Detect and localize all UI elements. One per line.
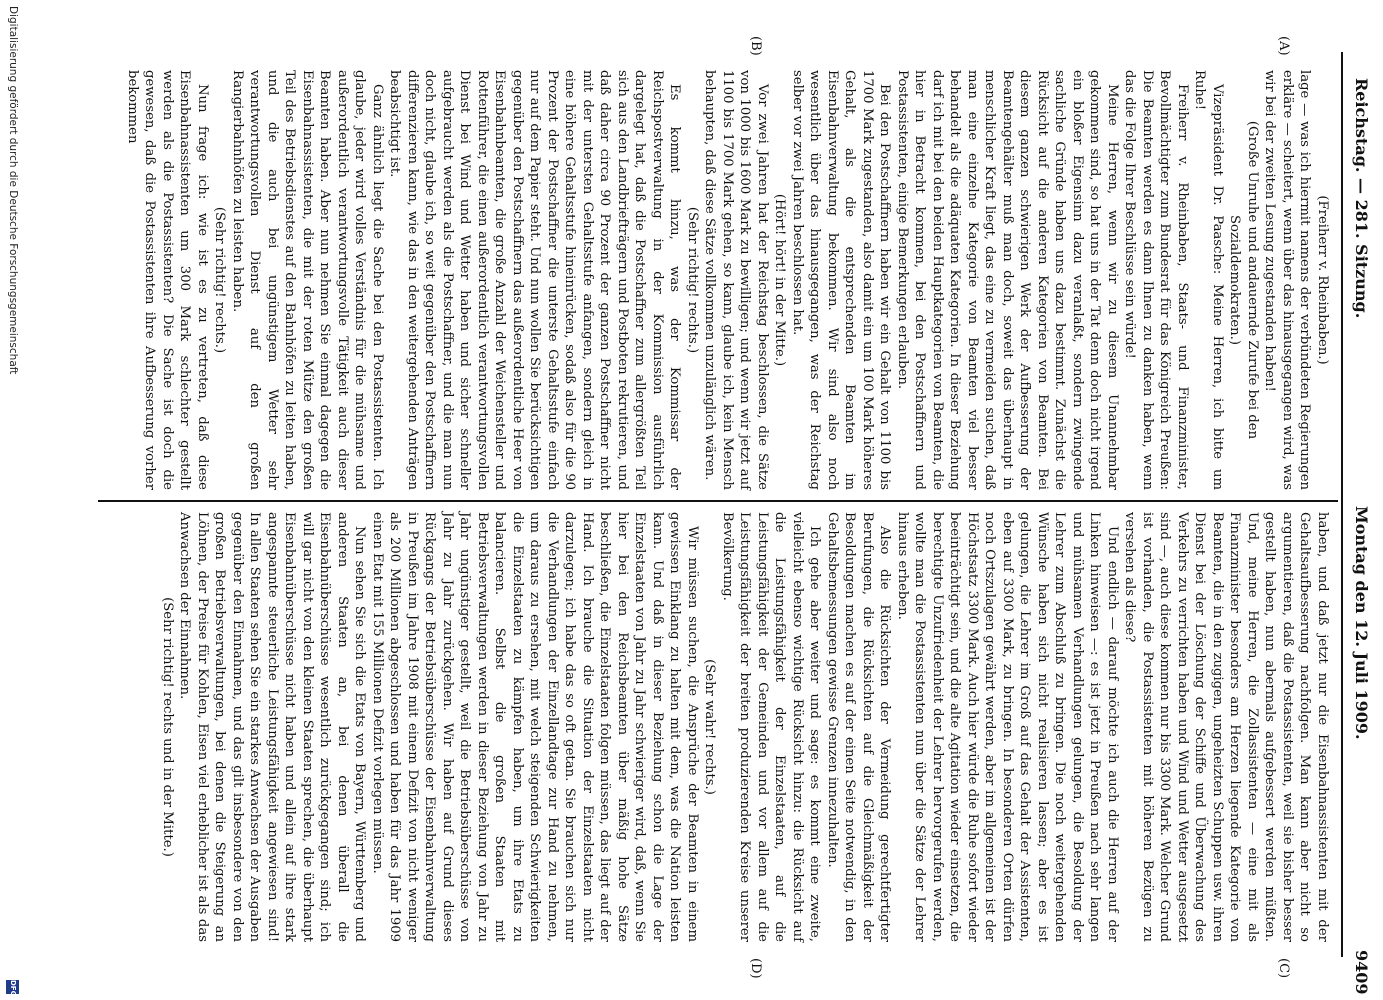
interjection: (Sehr richtig! rechts und in der Mitte.) <box>160 597 175 857</box>
paragraph: Bei den Postschaffnern haben wir ein Gehalt von 1100 bis 1700 Mark zugestanden, also damit ein um 100 Mark höheres Gehalt, als die entsprechenden Beamten im Eisenbahnverwaltung bekommen. Wir sind also noch wesentlich über das hinausgegangen, was der Reichstag selber vor zwei Jahren beschlossen hat. <box>790 70 893 490</box>
interjection: (Große Unruhe und andauernde Zurufe bei den Sozialdemokraten.) <box>1227 120 1260 440</box>
paragraph: Nun frage ich: wie ist es zu vertreten, daß diese Eisenbahnassistenten um 300 Mark schlechter gestellt werden als die Postassistenten? Die Sache ist doch die gewesen, daß die Postassistenten ihre Aufbesserung vorher bekommen <box>125 70 210 490</box>
paragraph: Freiherr v. Rheinbaben, Staats- und Finanzminister, Bevollmächtigter zum Bundesrat für das Königreich Preußen: Die Beamten werden es dann Ihnen zu danken haben, wenn das die Folge Ihrer Beschlüsse sein würde! <box>1122 70 1190 490</box>
paragraph: Vor zwei Jahren hat der Reichstag beschlossen, die Sätze von 1000 bis 1600 Mark zu bewilligen; und wenn wir jetzt auf 1100 bis 1700 Mark gehen, so kann, glaube ich, kein Mensch behaupten, daß diese Sätze vollkommen unzulänglich wären. <box>702 70 770 490</box>
interjection: (Sehr richtig! rechts.) <box>212 206 228 354</box>
paragraph: Also die Rücksichten der Vermeidung gerechtfertigter Berufungen, die Rücksichten auf die Gleichmäßigkeit der Besoldungen machen es auf der einen Seite notwendig, in den Gehaltsbemessungen gewisse Grenzen innezuhalten. <box>825 512 893 942</box>
paragraph: lage — was ich hiermit namens der verbündeten Regierungen erkläre — scheitert, wenn über das hinausgegangen wird, was wir bei der zweiten Lesung zugestanden haben! <box>1262 70 1313 490</box>
paragraph: Ganz ähnlich liegt die Sache bei den Postassistenten. Ich glaube, jeder wird volles Verständnis für die mühsame und außerordentlich verantwortungsvolle Tätigkeit auch dieser Beamten haben. Aber nun nehmen Sie einmal dagegen die Eisenbahnassistenten, die mit der roten Mütze den großen Teil des Betriebsdienstes auf den Bahnhöfen zu leiten haben, und die auch bei ungünstigem Wetter sehr verantwortungsvollen Dienst auf den großen Rangierbahnhöfen zu leisten haben. <box>230 70 385 490</box>
running-header-right: Montag den 12. Juli 1909. <box>1352 506 1371 740</box>
paragraph: Meine Herren, wenn wir zu diesem Unannehmbar gekommen sind, so hat uns in der Tat denn doch nicht irgend ein bloßer Eigensinn dazu veranlaßt, sondern zwingende sachliche Gründe haben uns dazu bestimmt. Zunächst die Rücksicht auf die anderen Kategorien von Beamten. Bei diesem ganzen schwierigen Werk der Aufbesserung der Beamtengehälter muß man doch, soweit das überhaupt in menschlicher Kraft liegt, das eine zu vermeiden suchen, daß man eine einzelne Kategorie von Beamten viel besser behandelt als die adäquaten Kategorien. In dieser Beziehung darf ich mit bei den beiden Hauptkategorien von Beamten, die hier in Betracht kommen, bei den Postschaffnern und Postassistenten, einige Bemerkungen erlauben. <box>895 70 1120 490</box>
interjection: (Sehr richtig! rechts.) <box>685 206 700 354</box>
margin-mark-d: (D) <box>748 958 763 979</box>
right-text-column <box>159 512 1332 942</box>
paragraph: Nun sehen Sie sich die Etats von Bayern, Württemberg und anderen Staaten an, bei denen überall die Eisenbahnüberschüsse wesentlich zurückgegangen sind; ich will gar nicht von den kleinen Staaten sprechen, die überhaupt Eisenbahnüberschüsse nicht haben und allein auf ihre stark angespannte steuerliche Leistungsfähigkeit angewiesen sind! In allen Staaten sehen Sie ein starkes Anwachsen der Ausgaben gegenüber den Einnahmen, und das gilt insbesondere von den großen Betriebsverwaltungen, bei denen die Steigerung an Löhnen, der Preise für Kohlen, Eisen viel erheblicher ist als das Anwachsen der Einnahmen. <box>177 512 368 942</box>
speaker-continuation: (Freiherr v. Rheinbaben.) <box>1315 195 1330 365</box>
header-rule <box>1341 52 1343 957</box>
interjection: (Hört! hört! in der Mitte.) <box>772 193 788 367</box>
paragraph: Wir müssen suchen, die Ansprüche der Beamten in einem gewissen Einklang zu halten mit dem, was die Nation leisten kann. Und daß in dieser Beziehung schon die Lage der Einzelstaaten von Jahr zu Jahr schwieriger wird, daß, wenn Sie hier bei den Reichsbeamten über mäßig hohe Sätze beschließen, die Einzelstaaten folgen müssen, das liegt auf der Hand. Ich brauche die Situation der Einzelstaaten nicht darzulegen; ich habe das so oft getan. Sie brauchen sich nur die Verhandlungen der Einzellandtage zur Hand zu nehmen, um daraus zu ersehen, mit welch steigenden Schwierigkeiten die Einzelstaaten zu kämpfen haben, um ihre Etats zu balancieren. Selbst die großen Staaten mit Betriebsverwaltungen werden in dieser Beziehung von Jahr zu Jahr ungünstiger gestellt, weil die Betriebsüberschüsse von Jahr zu Jahr zurückgehen. Wir haben auf Grund dieses Rückgangs der Betriebsüberschüsse der Eisenbahnverwaltung in Preußen im Jahre 1908 mit einem Defizit von nicht weniger als 200 Millionen abgeschlossen und haben für das Jahr 1909 einen Etat mit 155 Millionen Defizit vorlegen müssen. <box>370 512 700 942</box>
page-number: 9409 <box>1352 950 1371 995</box>
margin-mark-c: (C) <box>1276 958 1291 979</box>
paragraph: Es kommt hinzu, was der Kommissar der Reichspostverwaltung in der Kommission ausführlich dargelegt hat, daß die Postschaffner zum allergrößten Teil sich aus den Landbriefträgern und Postboten rekrutieren, und daß daher circa 90 Prozent der ganzen Postschaffner nicht mit der untersten Gehaltsstufe anfangen, sondern gleich in eine höhere Gehaltsstufe hineinrücken, sodaß also für die 90 Prozent der Postschaffner die unterste Gehaltsstufe einfach nur auf dem Papier steht. Und nun wollen Sie berücksichtigen gegenüber den Postschaffnern das außerordentliche Heer von Eisenbahnbeamten, die große Anzahl der Weichensteller und Rottenführer, die einen außerordentlich verantwortungsvollen Dienst bei Wind und Wetter haben und sicher schneller aufgebraucht werden als die Postschaffner, und die man nun doch nicht, glaube ich, so weit gegenüber den Postschaffnern differenzieren kann, wie das in den weitergehenden Anträgen beabsichtigt ist. <box>387 70 683 490</box>
left-text-column <box>124 70 1332 490</box>
paragraph: Und endlich — darauf möchte ich auch die Herren auf der Linken hinweisen —: es ist jetzt in Preußen nach sehr langen und mühsamen Verhandlungen gelungen, die Besoldung der Lehrer zum Abschluß zu bringen. Die noch weitergehenden Wünsche haben sich nicht realisieren lassen; aber es ist gelungen, die Lehrer im Groß auf das Gehalt der Assistenten, eben auf 3300 Mark, zu bringen. In besonderen Orten dürfen noch Ortszulagen gewährt werden, aber im allgemeinen ist der Höchstsatz 3300 Mark. Auch hier würde die Ruhe sofort wieder beeinträchtigt sein, und die alte Agitation wieder einsetzen, die berechtigte Unzufriedenheit der Lehrer hervorgerufen werden, wollte man die Postassistenten nun über die Sätze der Lehrer hinaus erheben. <box>895 512 1120 942</box>
paragraph: Ich gehe aber weiter und sage: es kommt eine zweite, vielleicht ebenso wichtige Rücksicht hinzu: die Rücksicht auf die Leistungsfähigkeit der Einzelstaaten, auf die Leistungsfähigkeit der Gemeinden und vor allem auf die Leistungsfähigkeit der breiten produzierenden Kreise unserer Bevölkerung. <box>720 512 823 942</box>
running-header-left: Reichstag. — 281. Sitzung. <box>1352 78 1371 319</box>
column-divider <box>98 500 1338 502</box>
footer-credit: Digitalisierung gefördert durch die Deutsche Forschungsgemeinschaft <box>7 6 19 375</box>
margin-mark-b: (B) <box>748 36 763 56</box>
paragraph: haben, und daß jetzt nur die Eisenbahnassistenten mit der Gehaltsaufbesserung nachfolgen. Man kann aber nicht so argumentieren, daß die Postassistenten, weil sie bisher besser gestellt haben, nun abermals aufgebessert werden müßten. Und, meine Herren, die Zollassistenten — eine mit als Finanzminister besonders am Herzen liegende Kategorie von Beamten, die in den zugigen, ungeheizten Schuppen usw. ihren Dienst bei der Löschung der Schiffe und Überwachung des Verkehrs zu verrichten haben und Wind und Wetter ausgesetzt sind —, auch diese kommen nur bis 3300 Mark. Welcher Grund ist vorhanden, die Postassistenten mit höheren Bezügen zu versehen als diese? <box>1122 512 1330 942</box>
digitization-footer <box>3 0 21 1000</box>
dfg-logo: DFG <box>6 980 19 994</box>
margin-mark-a: (A) <box>1276 36 1291 56</box>
paragraph: Vizepräsident Dr. Paasche: Meine Herren, ich bitte um Ruhe! <box>1192 70 1225 490</box>
interjection: (Sehr wahr! rechts.) <box>702 659 718 795</box>
